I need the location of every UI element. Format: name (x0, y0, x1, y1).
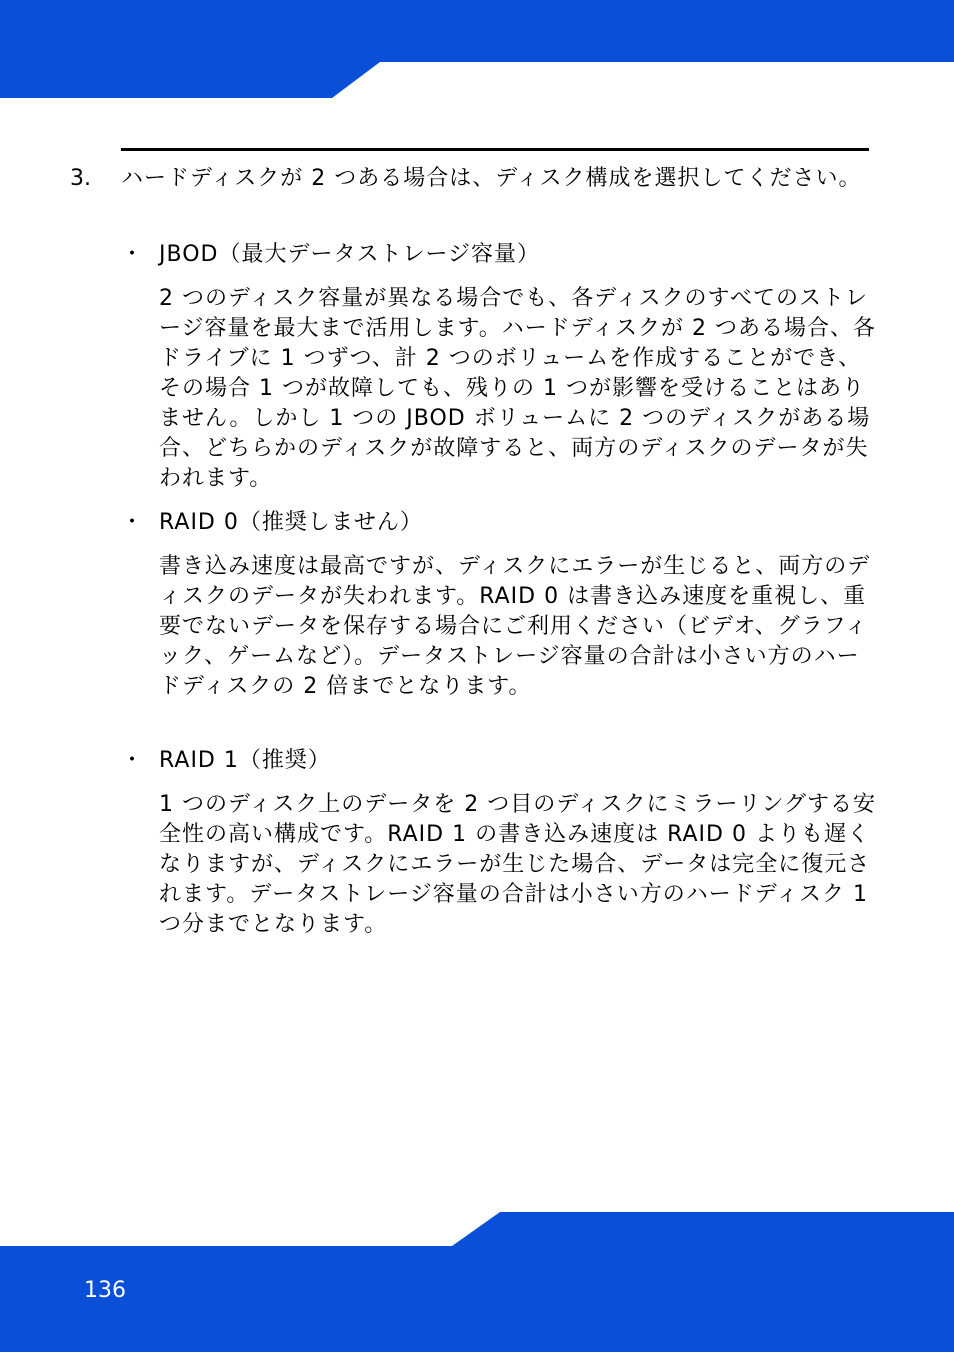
header-band (0, 0, 954, 98)
step-instruction: ハードディスクが 2 つある場合は、ディスク構成を選択してください。 (121, 166, 862, 191)
option-title: JBOD（最大データストレージ容量） (159, 242, 541, 267)
page-number: 136 (84, 1278, 126, 1303)
bullet-marker: ・ (121, 748, 144, 773)
footer-band (0, 1210, 954, 1352)
option-title: RAID 0（推奨しません） (159, 510, 423, 535)
header-band-shape (0, 0, 954, 98)
option-description: 書き込み速度は最高ですが、ディスクにエラーが生じると、両方のディスクのデータが失われます。RAID 0 は書き込み速度を重視し、重要でないデータを保存する場合にご利用ください（ビデオ、グラフィック、ゲームなど）。データストレージ容量の合計は小さい方のハードディスクの 2 倍までとなります。 (159, 554, 871, 699)
step-number: 3. (70, 166, 91, 191)
footer-band-shape (0, 1210, 954, 1352)
section-rule (121, 148, 869, 151)
option-title: RAID 1（推奨） (159, 748, 331, 773)
bullet-marker: ・ (121, 242, 144, 267)
option-description: 1 つのディスク上のデータを 2 つ目のディスクにミラーリングする安全性の高い構成です。RAID 1 の書き込み速度は RAID 0 よりも遅くなりますが、ディスクにエラーが生じた場合、データは完全に復元されます。データストレージ容量の合計は小さい方のハードディスク 1 つ分までとなります。 (159, 792, 877, 937)
bullet-marker: ・ (121, 510, 144, 535)
option-description: 2 つのディスク容量が異なる場合でも、各ディスクのすべてのストレージ容量を最大まで活用します。ハードディスクが 2 つある場合、各ドライブに 1 つずつ、計 2 つのボリュームを作成することができ、その場合 1 つが故障しても、残りの 1 つが影響を受けることはありません。しかし 1 つの JBOD ボリュームに 2 つのディスクがある場合、どちらかのディスクが故障すると、両方のディスクのデータが失われます。 (159, 286, 877, 491)
